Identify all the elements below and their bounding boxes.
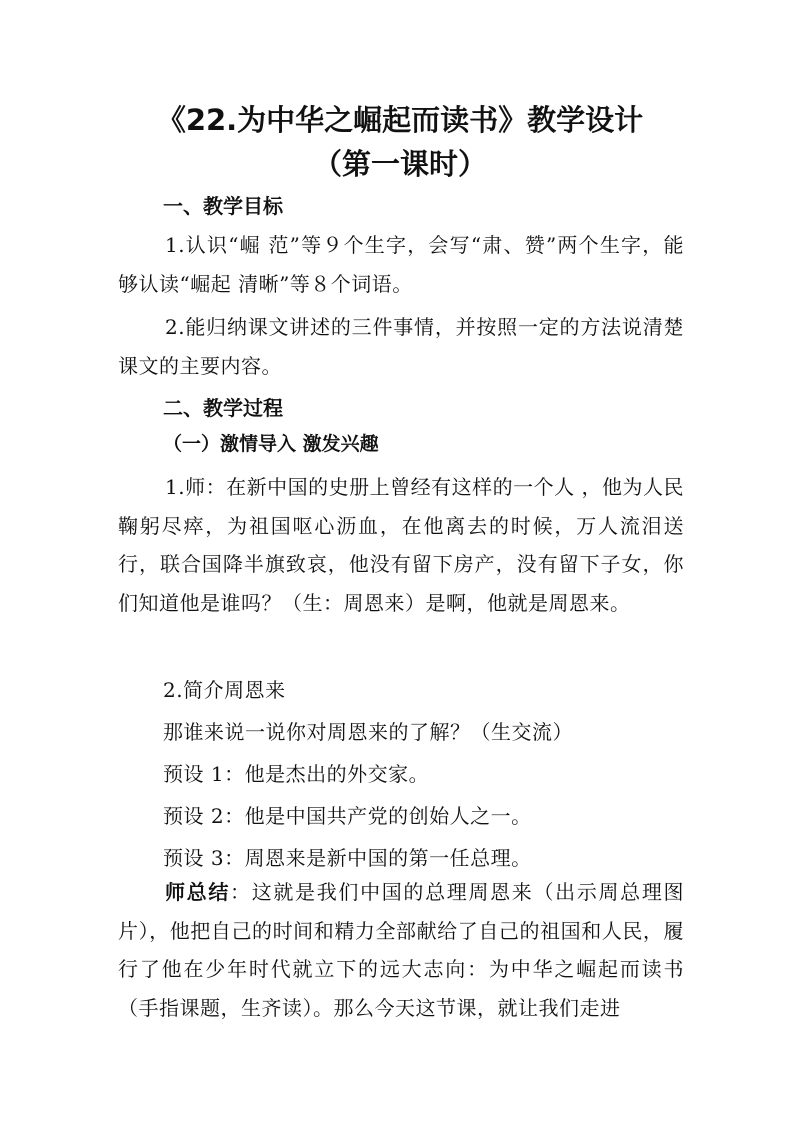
process-step-1: 1.师：在新中国的史册上曾经有这样的一个人 ，他为人民鞠躬尽瘁，为祖国呕心沥血，在他离去的时候，万人流泪送行，联合国降半旗致哀，他没有留下房产，没有留下子女，你们知道他是谁吗？（生：周恩来）是啊，他就是周恩来。 (118, 475, 684, 615)
subsection-heading-intro: （一）激情导入 激发兴趣 (163, 433, 379, 455)
section-heading-teaching-goals: 一、教学目标 (163, 194, 283, 218)
section-heading-teaching-process: 二、教学过程 (163, 396, 283, 420)
preset-answer-3: 预设 3：周恩来是新中国的第一任总理。 (163, 846, 532, 870)
preset-answer-2: 预设 2：他是中国共产党的创始人之一。 (163, 804, 532, 828)
teacher-summary-paragraph (118, 873, 684, 1027)
teacher-summary-text: ：这就是我们中国的总理周恩来（出示周总理图片），他把自己的时间和精力全部献给了自己的祖国和人民，履行了他在少年时代就立下的远大志向：为中华之崛起而读书（手指课题，生齐读）。那么今天这节课，就让我们走进 (118, 880, 685, 1020)
document-subtitle: （第一课时） (312, 147, 487, 181)
document-title: 《22.为中华之崛起而读书》教学设计 (156, 103, 644, 137)
discussion-question: 那谁来说一说你对周恩来的了解？（生交流） (163, 720, 573, 744)
teacher-summary-label: 师总结 (165, 880, 231, 904)
goal-paragraph-1: 1.认识“崛 范”等９个生字，会写“肃、赞”两个生字，能够认读“崛起 清晰”等８个词语。 (118, 233, 684, 296)
preset-answer-1: 预设 1：他是杰出的外交家。 (163, 762, 430, 786)
process-step-2: 2.简介周恩来 (163, 678, 286, 702)
goal-paragraph-2: 2.能归纳课文讲述的三件事情，并按照一定的方法说清楚课文的主要内容。 (118, 315, 684, 378)
